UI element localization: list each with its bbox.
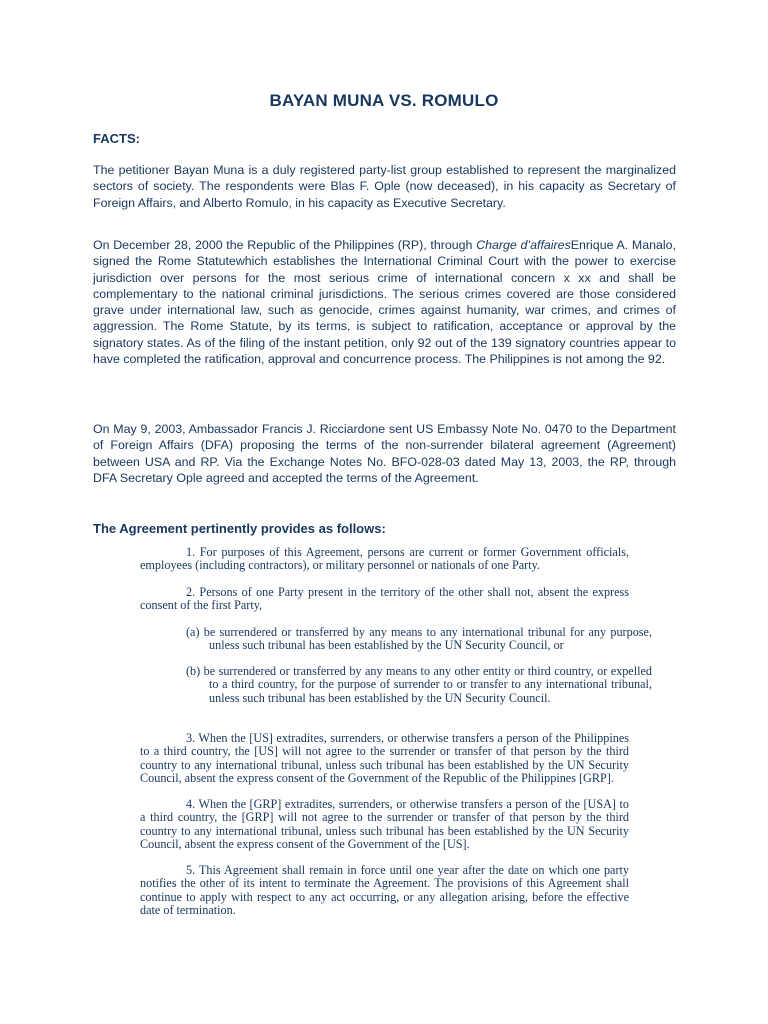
agreement-heading: The Agreement pertinently provides as follows: — [93, 521, 386, 536]
agreement-clause-3: 3. When the [US] extradites, surrenders, or otherwise transfers a person of the Philippines to a third country, the [US] will not agree to the surrender or transfer of that person by the third country to any international tribunal, unless such tribunal has been established by the UN Security Council, absent the express consent of the Government of the Republic of the Philippines [GRP]. — [140, 731, 629, 786]
agreement-clause-1: 1. For purposes of this Agreement, persons are current or former Government officials, employees (including contractors), or military personnel or nationals of one Party. — [140, 545, 629, 573]
agreement-subclause-b: (b) be surrendered or transferred by any means to any other entity or third country, or expelled to a third country, for the purpose of surrender to or transfer to any international tribunal, unless such tribunal has been established by the UN Security Council. — [186, 664, 652, 705]
document-title: BAYAN MUNA VS. ROMULO — [269, 91, 499, 110]
agreement-subclause-a: (a) be surrendered or transferred by any means to any international tribunal for any purpose, unless such tribunal has been established by the UN Security Council, or — [186, 625, 652, 653]
facts-heading: FACTS: — [93, 131, 140, 146]
facts-paragraph-2-part-a: On December 28, 2000 the Republic of the Philippines (RP), through — [93, 238, 477, 252]
agreement-clause-4: 4. When the [GRP] extradites, surrenders, or otherwise transfers a person of the [USA] to a third country, the [GRP] will not agree to the surrender or transfer of that person by the third country to any international tribunal, unless such tribunal has been established by the UN Security Council, absent the express consent of the Government of the [US]. — [140, 797, 629, 852]
facts-paragraph-1: The petitioner Bayan Muna is a duly registered party-list group established to represent the marginalized sectors of society. The respondents were Blas F. Ople (now deceased), in his capacity as Secretary of Foreign Affairs, and Alberto Romulo, in his capacity as Executive Secretary. — [93, 163, 676, 210]
agreement-clause-5: 5. This Agreement shall remain in force until one year after the date on which one party notifies the other of its intent to terminate the Agreement. The provisions of this Agreement shall continue to apply with respect to any act occurring, or any allegation arising, before the effective date of termination. — [140, 863, 629, 918]
facts-paragraph-2 — [93, 237, 676, 367]
charge-daffaires-italic: Charge d’affaires — [476, 238, 571, 252]
agreement-clause-2: 2. Persons of one Party present in the territory of the other shall not, absent the express consent of the first Party, — [140, 585, 629, 613]
facts-paragraph-2-part-b: Enrique A. Manalo, signed the Rome Statutewhich establishes the International Criminal Court with the power to exercise jurisdiction over persons for the most serious crime of international concern x xx and shall be complementary to the national criminal jurisdictions. The serious crimes covered are those considered grave under international law, such as genocide, crimes against humanity, war crimes, and crimes of aggression. The Rome Statute, by its terms, is subject to ratification, acceptance or approval by the signatory states. As of the filing of the instant petition, only 92 out of the 139 signatory countries appear to have completed the ratification, approval and concurrence process. The Philippines is not among the 92. — [93, 238, 676, 367]
facts-paragraph-3: On May 9, 2003, Ambassador Francis J. Ricciardone sent US Embassy Note No. 0470 to the Department of Foreign Affairs (DFA) proposing the terms of the non-surrender bilateral agreement (Agreement) between USA and RP. Via the Exchange Notes No. BFO-028-03 dated May 13, 2003, the RP, through DFA Secretary Ople agreed and accepted the terms of the Agreement. — [93, 422, 676, 485]
